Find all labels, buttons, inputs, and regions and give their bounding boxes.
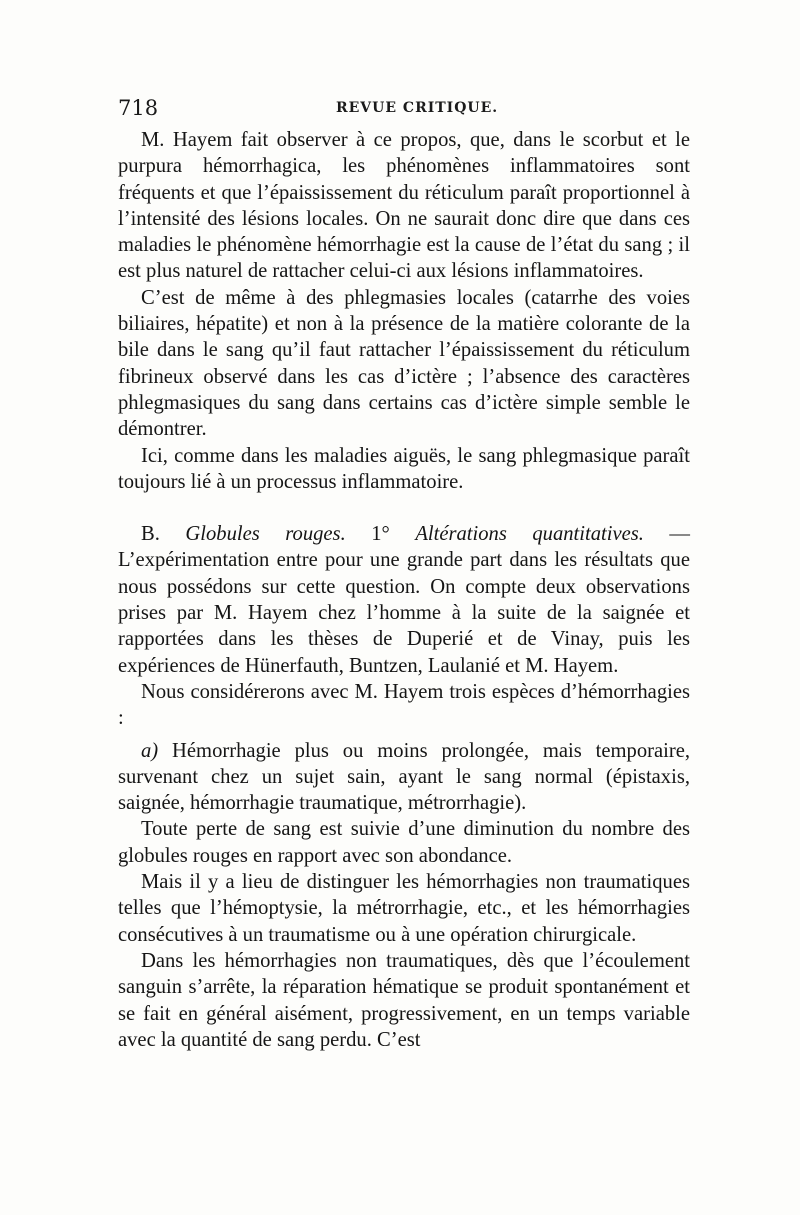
paragraph-hayem-observation: M. Hayem fait observer à ce propos, que, dans le scorbut et le purpura hémorrhagica, les phénomènes inflammatoires sont fréquents et que l’épaississement du réticulum paraît proportionnel à l’intensité des lésions locales. On ne saurait donc dire que dans ces maladies le phénomène hémorrhagie est la cause de l’état du sang ; il est plus naturel de rattacher celui-ci aux lésions inflammatoires. — [118, 129, 690, 283]
paragraph-phlegmasies: C’est de même à des phlegmasies locales (catarrhe des voies biliaires, hépatite) et non à la présence de la matière colorante de la bile dans le sang qu’il faut rattacher l’épaississement du réticulum fibrineux observé dans les cas d’ictère ; l’absence des caractères phlegmasiques du sang dans certains cas d’ictère simple semble le démontrer. — [118, 286, 690, 441]
item-a-paragraph — [118, 738, 690, 817]
paragraph-ici: Ici, comme dans les maladies aiguës, le sang phlegmasique paraît toujours lié à un processus inflammatoire. — [118, 444, 690, 493]
paragraph-perte-de-sang: Toute perte de sang est suivie d’une diminution du nombre des globules rouges en rapport avec son abondance. — [118, 818, 690, 867]
section-b-subtitle: Altérations quantitatives. — [415, 523, 644, 546]
section-b-text: L’expérimentation entre pour une grande part dans les résultats que nous possédons sur cette question. On compte deux observations prises par M. Hayem chez l’homme à la suite de la saignée et rapportées dans les thèses de Duperié et de Vinay, puis les expériences de Hünerfauth, Buntzen, Laulanié et M. Hayem. — [118, 549, 690, 677]
section-b-number: 1° — [371, 523, 390, 546]
section-b-paragraph — [118, 521, 690, 679]
item-a-text: Hémorrhagie plus ou moins prolongée, mais temporaire, survenant chez un sujet sain, ayant le sang normal (épistaxis, saignée, hémorrhagie traumatique, métrorrhagie). — [118, 739, 690, 815]
paragraph-distinguer: Mais il y a lieu de distinguer les hémorrhagies non traumatiques telles que l’hémoptysie, la métrorrhagie, etc., et les hémorrhagies consécutives à un traumatisme ou à une opération chirurgicale. — [118, 871, 690, 946]
paragraph-non-traumatiques: Dans les hémorrhagies non traumatiques, dès que l’écoulement sanguin s’arrête, la réparation hématique se produit spontanément et se fait en général aisément, progressivement, en un temps variable avec la quantité de sang perdu. C’est — [118, 949, 690, 1051]
page-number: 718 — [118, 96, 159, 120]
page-header — [118, 96, 690, 120]
body-text — [118, 127, 690, 1053]
paragraph-trois-especes: Nous considérerons avec M. Hayem trois espèces d’hémorrhagies : — [118, 680, 690, 730]
running-title: REVUE CRITIQUE. — [336, 100, 499, 116]
section-b-title: Globules rouges. — [185, 523, 346, 546]
section-b-dash: — — [669, 523, 690, 546]
section-b-label: B. — [141, 523, 160, 546]
item-a-label: a) — [141, 739, 159, 762]
